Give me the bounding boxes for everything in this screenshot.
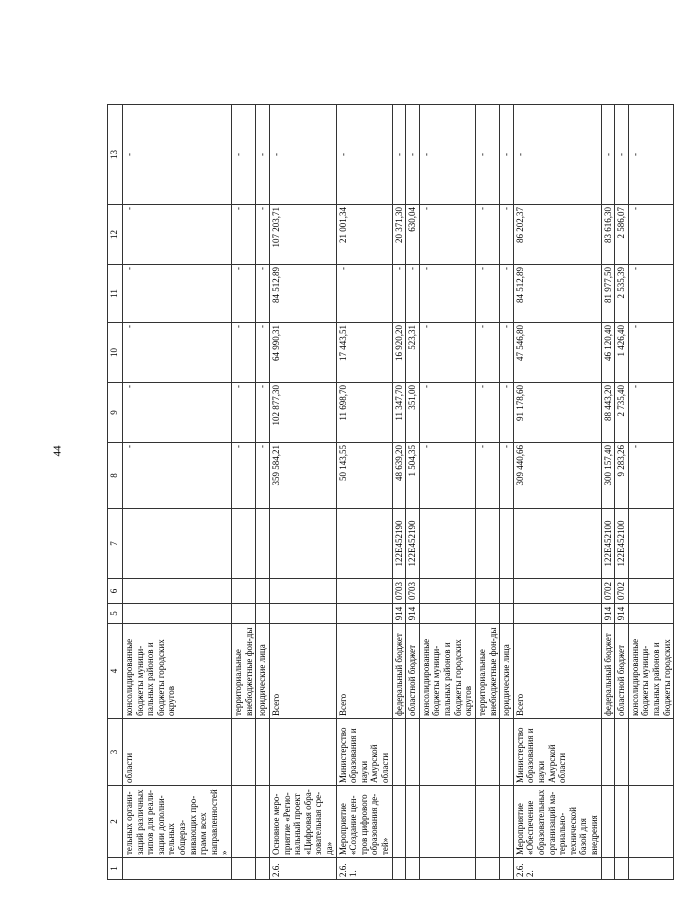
- table-cell: 122E452190: [392, 509, 406, 579]
- header-cell: 12: [108, 205, 123, 265]
- header-cell: 3: [108, 719, 123, 786]
- table-cell: [232, 604, 256, 624]
- table-cell: -: [123, 105, 232, 205]
- table-cell: 50 143,55: [336, 443, 392, 509]
- table-cell: Министерство образования и науки Амурской области: [336, 719, 392, 786]
- table-cell: 2.6.1.: [336, 858, 392, 880]
- table-cell: 102 877,30: [269, 383, 336, 443]
- table-cell: 47 546,80: [513, 323, 601, 383]
- table-cell: -: [419, 205, 475, 265]
- table-row: [500, 105, 514, 880]
- table-cell: -: [628, 383, 673, 443]
- table-row: [615, 105, 629, 880]
- table-cell: федеральный бюджет: [392, 624, 406, 719]
- table-cell: [269, 604, 336, 624]
- table-cell: области: [123, 719, 232, 786]
- table-cell: -: [628, 265, 673, 323]
- table-cell: [601, 719, 615, 786]
- table-cell: -: [256, 105, 270, 205]
- table-cell: -: [500, 205, 514, 265]
- table-cell: -: [232, 265, 256, 323]
- table-cell: 122E452190: [406, 509, 420, 579]
- table-cell: [336, 579, 392, 604]
- table-cell: [256, 509, 270, 579]
- table-cell: -: [500, 323, 514, 383]
- table-cell: [269, 579, 336, 604]
- table-cell: [475, 719, 499, 786]
- table-cell: 0703: [392, 579, 406, 604]
- table-cell: 0703: [406, 579, 420, 604]
- table-cell: [500, 786, 514, 858]
- table-cell: -: [419, 383, 475, 443]
- table-row: [123, 105, 232, 880]
- table-cell: -: [256, 383, 270, 443]
- table-cell: -: [475, 205, 499, 265]
- table-cell: 523,31: [406, 323, 420, 383]
- table-cell: -: [419, 105, 475, 205]
- table-cell: [419, 719, 475, 786]
- table-cell: -: [419, 443, 475, 509]
- table-cell: Всего: [336, 624, 392, 719]
- table-cell: федеральный бюджет: [601, 624, 615, 719]
- table-cell: 107 203,71: [269, 205, 336, 265]
- header-cell: 2: [108, 786, 123, 858]
- table-cell: консолидированные бюджеты муници-пальных районов и бюджеты городских округов: [419, 624, 475, 719]
- table-cell: 11 347,70: [392, 383, 406, 443]
- table-cell: -: [475, 265, 499, 323]
- rotated-table-container: [107, 105, 672, 880]
- table-cell: -: [475, 323, 499, 383]
- header-cell: 6: [108, 579, 123, 604]
- table-cell: -: [123, 265, 232, 323]
- table-cell: [513, 604, 601, 624]
- table-cell: [615, 719, 629, 786]
- table-cell: [392, 858, 406, 880]
- table-cell: -: [628, 205, 673, 265]
- table-cell: [269, 719, 336, 786]
- table-row: [601, 105, 615, 880]
- table-cell: [269, 509, 336, 579]
- table-cell: [123, 509, 232, 579]
- table-cell: [406, 719, 420, 786]
- table-cell: [475, 509, 499, 579]
- table-cell: областной бюджет: [615, 624, 629, 719]
- table-cell: [475, 604, 499, 624]
- table-cell: 83 616,30: [601, 205, 615, 265]
- budget-table: [107, 104, 674, 880]
- table-cell: 20 371,30: [392, 205, 406, 265]
- table-cell: -: [419, 323, 475, 383]
- header-cell: 4: [108, 624, 123, 719]
- table-cell: областной бюджет: [406, 624, 420, 719]
- table-cell: -: [392, 265, 406, 323]
- table-cell: 122E452100: [615, 509, 629, 579]
- table-cell: -: [123, 323, 232, 383]
- table-row: [336, 105, 392, 880]
- table-cell: [419, 858, 475, 880]
- table-cell: [232, 579, 256, 604]
- table-cell: 16 920,20: [392, 323, 406, 383]
- table-row: [269, 105, 336, 880]
- table-cell: [513, 509, 601, 579]
- table-cell: -: [232, 383, 256, 443]
- table-cell: -: [419, 265, 475, 323]
- table-cell: 21 001,34: [336, 205, 392, 265]
- header-cell: 13: [108, 105, 123, 205]
- table-cell: [628, 579, 673, 604]
- table-cell: [123, 604, 232, 624]
- table-cell: -: [475, 443, 499, 509]
- table-cell: -: [256, 443, 270, 509]
- table-cell: консолидированные бюджеты муници-пальных районов и бюджеты городских округов: [123, 624, 232, 719]
- table-cell: 914: [392, 604, 406, 624]
- table-cell: -: [406, 265, 420, 323]
- table-cell: -: [123, 205, 232, 265]
- table-cell: [500, 858, 514, 880]
- table-cell: [475, 858, 499, 880]
- table-cell: -: [475, 383, 499, 443]
- table-cell: -: [392, 105, 406, 205]
- table-cell: [419, 579, 475, 604]
- table-cell: 2.6.2.: [513, 858, 601, 880]
- table-cell: -: [256, 265, 270, 323]
- table-cell: 914: [601, 604, 615, 624]
- table-cell: [513, 579, 601, 604]
- table-cell: [256, 604, 270, 624]
- table-cell: -: [475, 105, 499, 205]
- table-cell: [232, 719, 256, 786]
- table-row: [232, 105, 256, 880]
- table-cell: Мероприятие «Создание цен-тров цифрового образования де-тей»: [336, 786, 392, 858]
- table-cell: [256, 719, 270, 786]
- table-row: [419, 105, 475, 880]
- table-cell: [256, 786, 270, 858]
- table-cell: [232, 786, 256, 858]
- table-cell: Всего: [269, 624, 336, 719]
- table-cell: [601, 858, 615, 880]
- header-cell: 9: [108, 383, 123, 443]
- table-cell: 81 977,50: [601, 265, 615, 323]
- table-cell: 2.6.: [269, 858, 336, 880]
- table-cell: [500, 604, 514, 624]
- table-row: [406, 105, 420, 880]
- table-cell: 88 443,20: [601, 383, 615, 443]
- table-cell: территориальные внебюджетные фон-ды: [475, 624, 499, 719]
- table-cell: [336, 509, 392, 579]
- table-cell: -: [500, 443, 514, 509]
- table-cell: 351,00: [406, 383, 420, 443]
- header-cell: 1: [108, 858, 123, 880]
- table-cell: [475, 786, 499, 858]
- table-cell: [628, 719, 673, 786]
- table-cell: 1 426,40: [615, 323, 629, 383]
- table-row: [392, 105, 406, 880]
- table-cell: [475, 579, 499, 604]
- table-cell: 0702: [601, 579, 615, 604]
- table-cell: [628, 858, 673, 880]
- table-cell: территориальные внебюджетные фон-ды: [232, 624, 256, 719]
- table-cell: -: [232, 443, 256, 509]
- table-cell: [615, 786, 629, 858]
- table-cell: -: [123, 443, 232, 509]
- table-cell: 2 586,07: [615, 205, 629, 265]
- table-cell: -: [406, 105, 420, 205]
- table-cell: [601, 786, 615, 858]
- header-cell: 5: [108, 604, 123, 624]
- table-cell: -: [615, 105, 629, 205]
- table-row: [628, 105, 673, 880]
- table-cell: 122E452100: [601, 509, 615, 579]
- table-cell: -: [232, 105, 256, 205]
- table-cell: [232, 858, 256, 880]
- table-cell: -: [336, 105, 392, 205]
- table-cell: 91 178,60: [513, 383, 601, 443]
- table-cell: -: [628, 443, 673, 509]
- table-cell: консолидированные бюджеты муници-пальных районов и бюджеты городских: [628, 624, 673, 719]
- table-cell: -: [500, 383, 514, 443]
- table-cell: [256, 579, 270, 604]
- table-cell: 84 512,89: [269, 265, 336, 323]
- table-cell: -: [500, 265, 514, 323]
- table-cell: -: [601, 105, 615, 205]
- table-cell: [628, 786, 673, 858]
- table-cell: 0702: [615, 579, 629, 604]
- table-cell: 48 639,20: [392, 443, 406, 509]
- table-cell: [336, 604, 392, 624]
- table-cell: -: [336, 265, 392, 323]
- header-cell: 8: [108, 443, 123, 509]
- table-cell: [123, 858, 232, 880]
- table-cell: 309 440,66: [513, 443, 601, 509]
- table-cell: [500, 579, 514, 604]
- table-cell: [392, 719, 406, 786]
- table-cell: -: [232, 205, 256, 265]
- table-cell: 84 512,89: [513, 265, 601, 323]
- table-cell: [500, 509, 514, 579]
- table-cell: -: [628, 323, 673, 383]
- header-cell: 7: [108, 509, 123, 579]
- table-cell: -: [269, 105, 336, 205]
- table-cell: [615, 858, 629, 880]
- table-cell: -: [256, 205, 270, 265]
- header-cell: 11: [108, 265, 123, 323]
- header-cell: 10: [108, 323, 123, 383]
- table-row: [475, 105, 499, 880]
- table-cell: 914: [406, 604, 420, 624]
- table-cell: [628, 604, 673, 624]
- table-cell: [392, 786, 406, 858]
- table-cell: [123, 579, 232, 604]
- table-cell: [628, 509, 673, 579]
- table-cell: -: [513, 105, 601, 205]
- table-cell: Всего: [513, 624, 601, 719]
- table-cell: [419, 509, 475, 579]
- header-row: [108, 105, 123, 880]
- table-cell: -: [123, 383, 232, 443]
- table-cell: 86 202,37: [513, 205, 601, 265]
- table-cell: [500, 719, 514, 786]
- table-cell: Министерство образования и науки Амурской области: [513, 719, 601, 786]
- table-row: [256, 105, 270, 880]
- table-row: [513, 105, 601, 880]
- table-cell: Мероприятие «Обеспечение образовательных организаций ма-териально-технической базой для внедрения: [513, 786, 601, 858]
- table-cell: 2 735,40: [615, 383, 629, 443]
- table-cell: -: [256, 323, 270, 383]
- table-cell: 2 535,39: [615, 265, 629, 323]
- table-cell: [419, 786, 475, 858]
- table-cell: 64 990,31: [269, 323, 336, 383]
- table-cell: [232, 509, 256, 579]
- table-cell: 46 120,40: [601, 323, 615, 383]
- page-number: 44: [51, 445, 64, 457]
- table-cell: 300 157,40: [601, 443, 615, 509]
- table-cell: -: [232, 323, 256, 383]
- table-cell: [406, 858, 420, 880]
- table-cell: 914: [615, 604, 629, 624]
- table-cell: юридические лица: [500, 624, 514, 719]
- table-cell: 359 584,21: [269, 443, 336, 509]
- table-cell: 630,04: [406, 205, 420, 265]
- table-cell: 9 283,26: [615, 443, 629, 509]
- table-cell: -: [500, 105, 514, 205]
- table-cell: 17 443,51: [336, 323, 392, 383]
- table-cell: тельных органи-заций различных типов для реали-зации дополни-тельных общераз-вивающих про-грамм всех направленностей»: [123, 786, 232, 858]
- table-cell: -: [628, 105, 673, 205]
- table-cell: [419, 604, 475, 624]
- table-cell: 1 504,35: [406, 443, 420, 509]
- table-cell: [256, 858, 270, 880]
- table-cell: юридические лица: [256, 624, 270, 719]
- table-cell: 11 698,70: [336, 383, 392, 443]
- table-cell: Основное меро-приятие «Регио-нальный проект «Цифровая обра-зовательная сре-да»: [269, 786, 336, 858]
- table-cell: [406, 786, 420, 858]
